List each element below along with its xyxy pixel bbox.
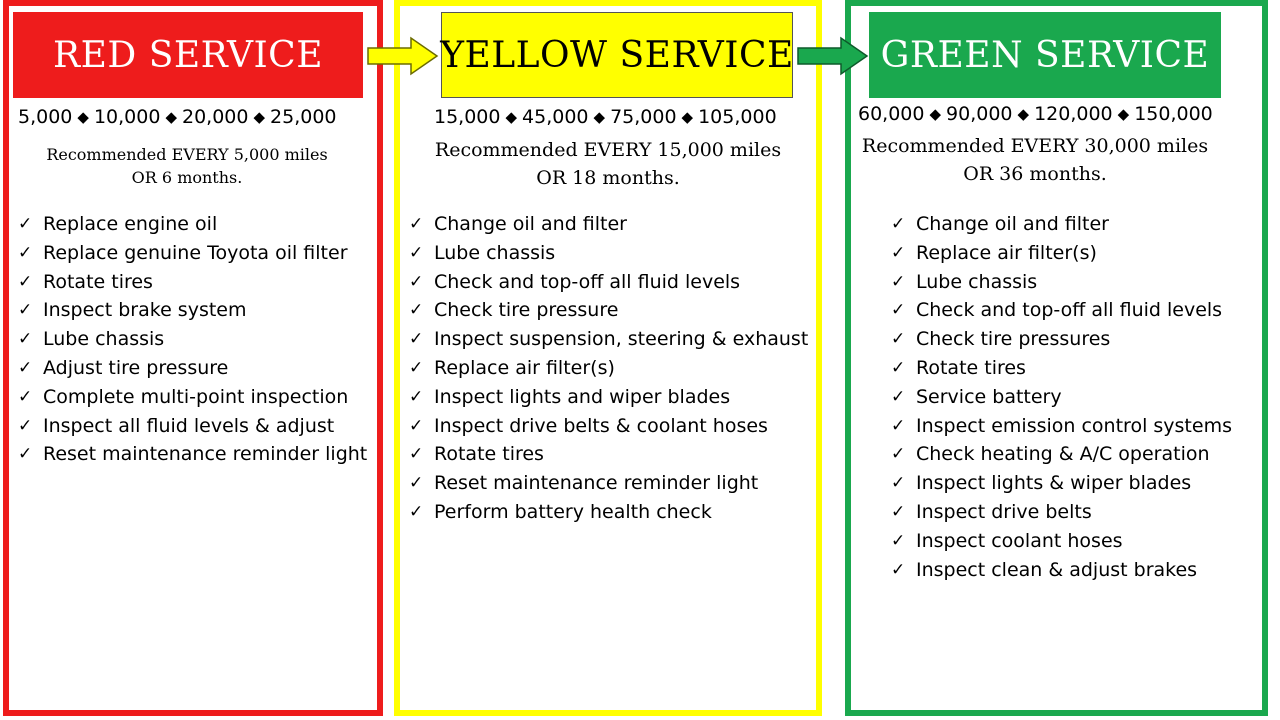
checkmark-icon: ✓: [409, 357, 424, 378]
checkmark-icon: ✓: [891, 214, 906, 234]
checklist-item: [409, 268, 808, 297]
checkmark-icon: ✓: [409, 300, 424, 321]
checklist-item: [891, 412, 1232, 441]
checklist-item: [891, 239, 1232, 268]
checklist-item: [891, 354, 1232, 383]
checkmark-icon: ✓: [891, 559, 906, 580]
checkmark-icon: ✓: [891, 329, 906, 350]
red-recommendation: [12, 143, 362, 189]
checklist-item: [409, 239, 808, 268]
checklist-item: [409, 325, 808, 354]
checklist-item-label: Check tire pressures: [916, 328, 1111, 351]
checklist-item: [18, 210, 367, 239]
red-service-title: RED SERVICE: [13, 12, 363, 98]
checklist-item: [891, 296, 1232, 325]
checkmark-icon: ✓: [18, 242, 33, 263]
checklist-item: [891, 325, 1232, 354]
checkmark-icon: ✓: [409, 271, 424, 292]
green-service-title: GREEN SERVICE: [869, 12, 1221, 98]
checklist-item-label: Inspect suspension, steering & exhaust: [434, 328, 809, 351]
checkmark-icon: ✓: [409, 386, 424, 407]
checklist-item-label: Complete multi-point inspection: [43, 385, 349, 408]
checklist-item: [409, 498, 808, 527]
recommendation-line: OR 6 months.: [131, 168, 243, 188]
checklist-item: [18, 383, 367, 412]
checkmark-icon: ✓: [18, 300, 33, 321]
checklist-item-label: Replace air filter(s): [916, 241, 1097, 264]
checklist-item-label: Inspect lights and wiper blades: [434, 385, 731, 408]
recommendation-line: OR 18 months.: [536, 166, 680, 189]
diamond-icon: ◆: [253, 108, 266, 126]
checkmark-icon: ✓: [18, 386, 33, 407]
mileage-value: 60,000: [858, 103, 925, 125]
checkmark-icon: ✓: [891, 300, 906, 321]
checkmark-icon: ✓: [409, 242, 424, 263]
checkmark-icon: ✓: [409, 473, 424, 494]
checkmark-icon: ✓: [891, 444, 906, 465]
checklist-item-label: Lube chassis: [916, 270, 1038, 293]
checkmark-icon: ✓: [18, 271, 33, 292]
checklist-item-label: Rotate tires: [916, 356, 1026, 379]
checklist-item: [891, 210, 1232, 239]
mileage-value: 120,000: [1034, 103, 1113, 125]
checkmark-icon: ✓: [18, 444, 33, 465]
checklist-item: [18, 268, 367, 297]
diamond-icon: ◆: [505, 108, 518, 126]
checkmark-icon: ✓: [891, 530, 906, 551]
checklist-item-label: Inspect clean & adjust brakes: [916, 558, 1198, 581]
red-service-checklist: [18, 210, 367, 469]
checklist-item-label: Inspect coolant hoses: [916, 529, 1123, 552]
yellow-recommendation: [400, 137, 816, 192]
checklist-item-label: Service battery: [916, 385, 1062, 408]
mileage-value: 105,000: [698, 106, 777, 128]
checklist-item: [891, 498, 1232, 527]
checkmark-icon: ✓: [18, 214, 33, 234]
checkmark-icon: ✓: [891, 271, 906, 292]
yellow-service-title: YELLOW SERVICE: [441, 12, 793, 98]
checklist-item-label: Change oil and filter: [434, 213, 627, 235]
recommendation-line: Recommended EVERY 30,000 miles: [861, 135, 1209, 157]
checklist-item: [409, 296, 808, 325]
checklist-item: [18, 412, 367, 441]
checkmark-icon: ✓: [891, 473, 906, 494]
checklist-item: [891, 556, 1232, 585]
checkmark-icon: ✓: [409, 444, 424, 465]
diamond-icon: ◆: [681, 108, 694, 126]
checklist-item: [409, 412, 808, 441]
checkmark-icon: ✓: [409, 329, 424, 350]
checklist-item: [18, 354, 367, 383]
checklist-item-label: Reset maintenance reminder light: [43, 443, 368, 466]
checkmark-icon: ✓: [18, 357, 33, 378]
checkmark-icon: ✓: [891, 501, 906, 522]
mileage-value: 15,000: [434, 106, 501, 128]
checkmark-icon: ✓: [18, 329, 33, 350]
green-recommendation: [845, 133, 1225, 188]
checklist-item: [409, 354, 808, 383]
checkmark-icon: ✓: [891, 357, 906, 378]
checklist-item-label: Adjust tire pressure: [43, 356, 229, 379]
checklist-item-label: Replace engine oil: [43, 213, 218, 235]
green-mileage-intervals: [858, 103, 1213, 125]
checklist-item-label: Reset maintenance reminder light: [434, 472, 759, 495]
checklist-item: [18, 325, 367, 354]
mileage-value: 150,000: [1134, 103, 1213, 125]
diamond-icon: ◆: [165, 108, 177, 126]
checklist-item-label: Inspect brake system: [43, 299, 247, 322]
checklist-item-label: Rotate tires: [434, 443, 544, 466]
red-mileage-intervals: [18, 106, 337, 128]
recommendation-line: Recommended EVERY 15,000 miles: [434, 139, 782, 161]
checklist-item-label: Lube chassis: [434, 241, 556, 264]
arrow-right-icon: [367, 36, 439, 76]
mileage-value: 10,000: [93, 106, 161, 128]
recommendation-line: OR 36 months.: [963, 162, 1107, 185]
checklist-item: [18, 296, 367, 325]
checklist-item: [891, 440, 1232, 469]
checkmark-icon: ✓: [891, 386, 906, 407]
mileage-value: 45,000: [522, 106, 589, 128]
checklist-item-label: Check and top-off all fluid levels: [916, 299, 1223, 322]
checklist-item: [891, 527, 1232, 556]
checklist-item-label: Inspect all fluid levels & adjust: [43, 414, 335, 437]
checklist-item: [409, 440, 808, 469]
checklist-item-label: Inspect emission control systems: [916, 414, 1232, 437]
checklist-item-label: Change oil and filter: [916, 213, 1109, 235]
arrow-right-icon: [797, 36, 869, 76]
checkmark-icon: ✓: [409, 501, 424, 522]
checklist-item-label: Check and top-off all fluid levels: [434, 270, 741, 293]
green-service-checklist: [891, 210, 1232, 584]
checklist-item-label: Check tire pressure: [434, 299, 619, 322]
checklist-item-label: Replace genuine Toyota oil filter: [43, 241, 348, 264]
diamond-icon: ◆: [77, 108, 89, 126]
checkmark-icon: ✓: [18, 415, 33, 436]
checklist-item: [891, 383, 1232, 412]
yellow-mileage-intervals: [434, 106, 777, 128]
checklist-item-label: Replace air filter(s): [434, 356, 615, 379]
checklist-item: [409, 210, 808, 239]
diamond-icon: ◆: [593, 108, 606, 126]
yellow-service-checklist: [409, 210, 808, 527]
diamond-icon: ◆: [1017, 105, 1030, 123]
checklist-item: [18, 440, 367, 469]
checklist-item-label: Rotate tires: [43, 270, 153, 293]
checkmark-icon: ✓: [891, 415, 906, 436]
checklist-item: [891, 469, 1232, 498]
recommendation-line: Recommended EVERY 5,000 miles: [46, 145, 328, 164]
diamond-icon: ◆: [929, 105, 942, 123]
mileage-value: 90,000: [946, 103, 1013, 125]
checkmark-icon: ✓: [891, 242, 906, 263]
checklist-item-label: Inspect drive belts: [916, 500, 1092, 523]
checkmark-icon: ✓: [409, 214, 424, 234]
checklist-item-label: Inspect drive belts & coolant hoses: [434, 414, 768, 437]
mileage-value: 20,000: [181, 106, 249, 128]
mileage-value: 25,000: [270, 106, 337, 128]
checklist-item-label: Inspect lights & wiper blades: [916, 472, 1192, 495]
checklist-item-label: Perform battery health check: [434, 500, 712, 523]
mileage-value: 75,000: [610, 106, 677, 128]
checklist-item: [409, 383, 808, 412]
diamond-icon: ◆: [1117, 105, 1130, 123]
checklist-item-label: Lube chassis: [43, 328, 165, 351]
checklist-item: [18, 239, 367, 268]
checklist-item: [409, 469, 808, 498]
checklist-item-label: Check heating & A/C operation: [916, 443, 1210, 466]
mileage-value: 5,000: [18, 106, 73, 128]
checklist-item: [891, 268, 1232, 297]
checkmark-icon: ✓: [409, 415, 424, 436]
